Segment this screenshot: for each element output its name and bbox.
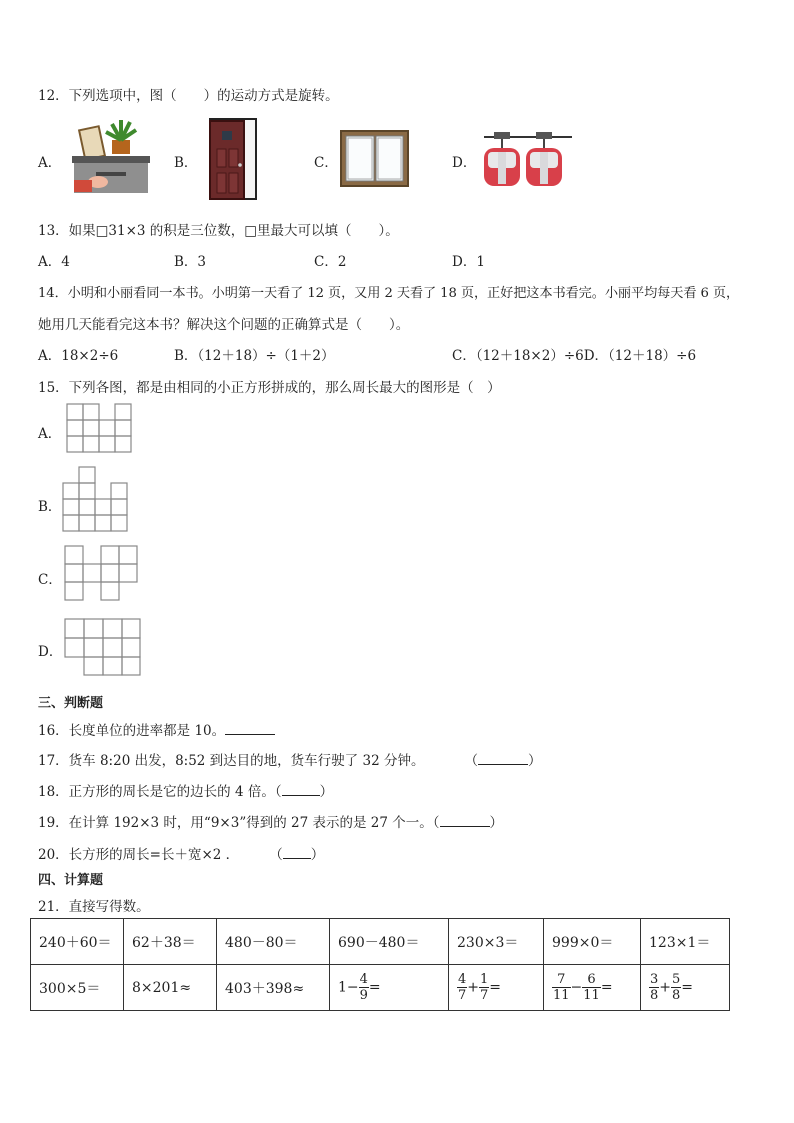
grid-figure-b	[62, 466, 132, 536]
calc-cell-fraction[interactable]	[330, 965, 449, 1011]
numerator: 6	[582, 972, 601, 988]
calc-cell-fraction[interactable]	[641, 965, 730, 1011]
q17-text: 17．货车 8:20 出发，8:52 到达目的地，货车行驶了 32 分钟。	[38, 753, 425, 769]
q21-stem: 21．直接写得数。	[38, 899, 150, 915]
q14-stem-line1: 14．小明和小丽看同一本书。小明第一天看了 12 页，又用 2 天看了 18 页，正好把这本书看完。小丽平均每天看 6 页，	[38, 286, 740, 301]
calc-cell[interactable]: 240＋60＝	[31, 919, 124, 965]
q13-stem: 13．如果□31×3 的积是三位数，□里最大可以填（ ）。	[38, 223, 399, 239]
q12-stem: 12．下列选项中，图（ ）的运动方式是旋转。	[38, 88, 339, 104]
q14-option-b: B．（12＋18）÷（1＋2）	[174, 348, 335, 364]
calc-cell[interactable]: 690－480＝	[330, 919, 449, 965]
q12-option-c-label: C．	[314, 155, 338, 171]
q12-option-b-label: B．	[174, 155, 198, 171]
equals-sign: =	[681, 979, 694, 996]
calculation-table	[30, 918, 730, 1011]
calc-cell-fraction[interactable]	[544, 965, 641, 1011]
q19-paren-close: ）	[489, 815, 503, 831]
q20-paren-open: （	[269, 847, 283, 863]
q17-paren-open: （	[464, 753, 478, 769]
calc-cell[interactable]: 230×3＝	[449, 919, 544, 965]
q15-option-b-label: B．	[38, 499, 62, 515]
q12-option-d-label: D．	[452, 155, 477, 171]
q14-option-cd: C．（12＋18×2）÷6D．（12＋18）÷6	[452, 348, 697, 364]
fraction-prefix: 1−	[338, 979, 359, 996]
fraction	[479, 972, 489, 1003]
door-image	[208, 117, 258, 201]
q12-option-a-label: A．	[38, 155, 62, 171]
q15-option-d-label: D．	[38, 644, 63, 660]
q13-option-d: D．1	[452, 254, 485, 270]
numerator: 1	[480, 972, 489, 987]
equals-sign: =	[600, 979, 613, 996]
fraction	[359, 972, 369, 1003]
q20-text: 20．长方形的周长=长＋宽×2 ．	[38, 847, 240, 863]
equals-sign: =	[489, 979, 502, 996]
denominator: 7	[458, 988, 467, 1003]
calc-cell[interactable]: 8×201≈	[124, 965, 217, 1011]
grid-figure-c	[64, 545, 140, 605]
calc-cell[interactable]: 300×5＝	[31, 965, 124, 1011]
q17-paren-close: ）	[527, 753, 542, 769]
q14-stem-line2: 她用几天能看完这本书？解决这个问题的正确算式是（ ）。	[38, 317, 410, 333]
section-title-judgement: 三、判断题	[38, 696, 104, 711]
q13-option-c: C．2	[314, 254, 347, 270]
q18-text: 18．正方形的周长是它的边长的 4 倍。（	[38, 784, 282, 800]
q18-answer-blank[interactable]	[282, 783, 320, 796]
q20-row	[38, 843, 324, 863]
q13-option-b: B．3	[174, 254, 207, 270]
numerator: 7	[552, 972, 571, 988]
denominator: 9	[359, 988, 368, 1003]
calc-cell[interactable]: 403＋398≈	[217, 965, 330, 1011]
section-title-calculation: 四、计算题	[38, 873, 104, 888]
numerator: 3	[650, 972, 659, 987]
operator: +	[659, 979, 672, 996]
q15-stem: 15．下列各图，都是由相同的小正方形拼成的，那么周长最大的图形是（ ）	[38, 380, 501, 396]
q19-row	[38, 811, 503, 831]
calc-row-2	[31, 965, 730, 1011]
sliding-window-image	[340, 130, 410, 188]
grid-figure-d	[64, 618, 142, 678]
denominator: 11	[583, 988, 600, 1003]
operator: +	[467, 979, 480, 996]
q13-option-a: A．4	[38, 254, 70, 270]
q18-row	[38, 780, 333, 800]
denominator: 11	[553, 988, 570, 1003]
calc-cell[interactable]: 480－80＝	[217, 919, 330, 965]
q15-option-a-label: A．	[38, 426, 62, 442]
grid-figure-a	[66, 403, 134, 455]
equals-sign: =	[368, 979, 381, 996]
denominator: 7	[480, 988, 489, 1003]
q17-row	[38, 749, 541, 769]
calc-row-1	[31, 919, 730, 965]
q14-option-a: A．18×2÷6	[38, 348, 119, 364]
numerator: 5	[672, 972, 681, 987]
fraction	[671, 972, 681, 1003]
q20-answer-blank[interactable]	[283, 846, 311, 859]
shelf-plant-drawer-image	[72, 120, 152, 196]
q18-paren-close: ）	[319, 784, 334, 800]
calc-cell[interactable]: 999×0＝	[544, 919, 641, 965]
q19-text: 19．在计算 192×3 时，用“9×3”得到的 27 表示的是 27 个一。（	[38, 815, 440, 831]
q16-row	[38, 719, 275, 739]
q16-answer-blank[interactable]	[225, 722, 275, 735]
calc-cell[interactable]: 123×1＝	[641, 919, 730, 965]
q17-answer-blank[interactable]	[478, 752, 528, 765]
fraction	[582, 972, 601, 1003]
q19-answer-blank[interactable]	[440, 814, 490, 827]
calc-cell[interactable]: 62＋38＝	[124, 919, 217, 965]
q15-option-c-label: C．	[38, 572, 62, 588]
operator: −	[570, 979, 583, 996]
fraction	[457, 972, 467, 1003]
q20-paren-close: ）	[310, 847, 325, 863]
fraction	[552, 972, 571, 1003]
denominator: 8	[650, 988, 659, 1003]
calc-cell-fraction[interactable]	[449, 965, 544, 1011]
numerator: 4	[458, 972, 467, 987]
numerator: 4	[359, 972, 368, 987]
q16-text: 16．长度单位的进率都是 10。	[38, 723, 226, 739]
fraction	[649, 972, 659, 1003]
denominator: 8	[672, 988, 681, 1003]
cable-car-image	[484, 128, 574, 190]
